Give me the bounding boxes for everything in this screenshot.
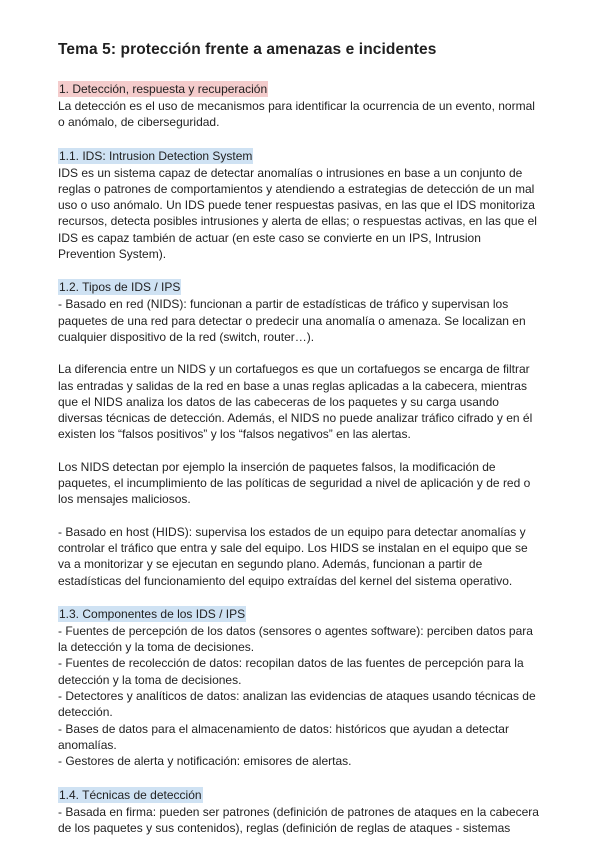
section-tipos-ids-ips	[58, 278, 540, 588]
section-tecnicas	[58, 786, 540, 837]
document-title: Tema 5: protección frente a amenazas e incidentes	[58, 41, 437, 58]
list-item: - Fuentes de percepción de los datos (sensores o agentes software): perciben datos para la detección y la toma de decisiones.	[58, 623, 533, 655]
spacer	[58, 443, 540, 459]
section-heading: 1.1. IDS: Intrusion Detection System	[59, 148, 253, 163]
list-item: - Detectores y analíticos de datos: analizan las evidencias de ataques usando técnicas de detección.	[58, 689, 536, 720]
paragraph: Los NIDS detectan por ejemplo la inserción de paquetes falsos, la modificación de paquetes, el incumplimiento de las políticas de seguridad a nivel de aplicación y de red o los mensajes maliciosos.	[58, 459, 531, 507]
paragraph: La diferencia entre un NIDS y un cortafuegos es que un cortafuegos se encarga de filtrar las entradas y salidas de la red en base a unas reglas aplicadas a la cabecera, mientras que el NIDS analiza los datos de las cabeceras de los paquetes y su carga usando diversas técnicas de detección. Además, el NIDS no puede analizar tráfico cifrado y en él existen los “falsos positivos” y los “falsos negativos” en las alertas.	[58, 362, 533, 442]
section-heading: 1.4. Técnicas de detección	[59, 787, 202, 802]
spacer	[58, 345, 540, 361]
list-item: - Bases de datos para el almacenamiento de datos: históricos que ayudan a detectar anomalías.	[58, 721, 509, 752]
list-item: - Fuentes de recolección de datos: recopilan datos de las fuentes de percepción para la detección y la toma de decisiones.	[58, 656, 524, 687]
paragraph: IDS es un sistema capaz de detectar anomalías o intrusiones en base a un conjunto de reglas o patrones de comportamientos y atendiendo a estrategias de detección de un mal uso o uso anómalo. Un IDS puede tener respuestas pasivas, en las que el IDS monitoriza recursos, detecta posibles intrusiones y alerta de ellas; o respuestas activas, en las que el IDS es capaz también de actuar (en este caso se convierte en un IPS, Intrusion Prevention System).	[58, 165, 537, 262]
section-heading: 1.2. Tipos de IDS / IPS	[59, 280, 181, 295]
spacer	[58, 508, 540, 524]
paragraph: - Basada en firma: pueden ser patrones (definición de patrones de ataques en la cabecera de los paquetes y sus contenidos), reglas (definición de reglas de ataques - sistemas	[58, 804, 539, 835]
paragraph: - Basado en red (NIDS): funcionan a partir de estadísticas de tráfico y supervisan los paquetes de una red para detectar o predecir una anomalía o amenaza. Se localizan en cualquier dispositivo de la red (switch, router…).	[58, 297, 526, 344]
paragraph: - Basado en host (HIDS): supervisa los estados de un equipo para detectar anomalías y controlar el tráfico que entra y sale del equipo. Los HIDS se instalan en el equipo que se va a monitorizar y se ejecutan en segundo plano. Además, funcionan a partir de estadísticas del funcionamiento del equipo extraídas del kernel del sistema operativo.	[58, 524, 528, 588]
section-ids	[58, 147, 540, 263]
paragraph: La detección es el uso de mecanismos para identificar la ocurrencia de un evento, normal o anómalo, de ciberseguridad.	[58, 99, 535, 130]
section-heading: 1.3. Componentes de los IDS / IPS	[59, 606, 246, 621]
list-item: - Gestores de alerta y notificación: emisores de alertas.	[58, 754, 352, 769]
section-heading: 1. Detección, respuesta y recuperación	[59, 82, 268, 96]
section-componentes	[58, 605, 540, 770]
section-deteccion	[58, 80, 540, 131]
